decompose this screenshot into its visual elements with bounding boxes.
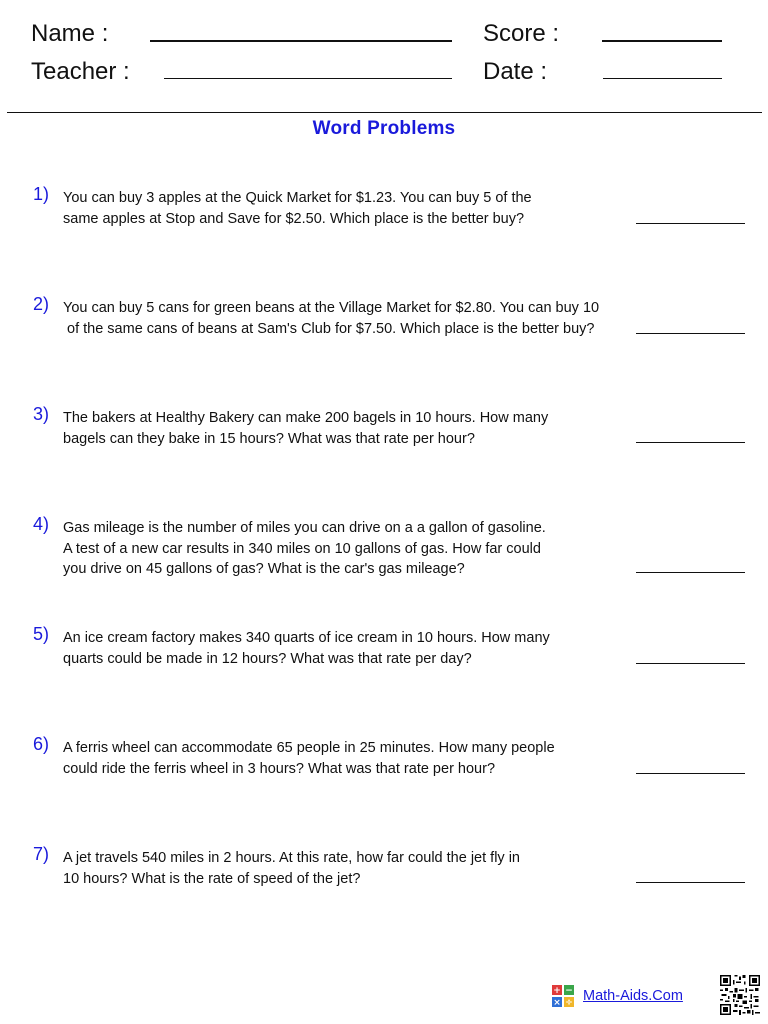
date-label: Date : <box>483 58 548 85</box>
problem-text-line: An ice cream factory makes 340 quarts of ice cream in 10 hours. How many <box>63 630 550 646</box>
problem-text <box>63 848 628 889</box>
problem-text <box>63 298 628 339</box>
problem-text-line: A test of a new car results in 340 miles on 10 gallons of gas. How far could <box>63 540 541 557</box>
answer-blank <box>636 572 745 573</box>
svg-text:×: × <box>553 998 561 1007</box>
teacher-label: Teacher : <box>31 58 130 85</box>
problem-number: 1) <box>33 184 50 204</box>
problem-number: 5) <box>33 624 50 644</box>
problem-text-line: The bakers at Healthy Bakery can make 200 bagels in 10 hours. How many <box>63 410 549 426</box>
problem-text-line: A jet travels 540 miles in 2 hours. At this rate, how far could the jet fly in <box>63 850 520 866</box>
svg-text:+: + <box>553 986 561 996</box>
problem-text-line: You can buy 3 apples at the Quick Market for $1.23. You can buy 5 of the <box>63 190 532 206</box>
score-label: Score : <box>483 20 560 47</box>
problem-text <box>63 408 628 449</box>
name-label: Name : <box>31 20 109 47</box>
problem-text-line: A ferris wheel can accommodate 65 people in 25 minutes. How many people <box>63 740 555 756</box>
svg-text:÷: ÷ <box>565 998 573 1007</box>
problem-text-line: Gas mileage is the number of miles you can drive on a a gallon of gasoline. <box>63 520 546 536</box>
problem-text <box>63 738 628 779</box>
svg-text:−: − <box>565 986 573 996</box>
problem-text-line: quarts could be made in 12 hours? What was that rate per day? <box>63 650 472 667</box>
header-divider <box>7 112 762 113</box>
answer-blank <box>636 663 745 664</box>
problem-number: 6) <box>33 734 50 754</box>
answer-blank <box>636 442 745 443</box>
problem-number: 3) <box>33 404 50 424</box>
problem-text-line: You can buy 5 cans for green beans at the Village Market for $2.80. You can buy 10 <box>63 300 600 316</box>
qr-code-icon <box>720 975 760 1015</box>
problem-text <box>63 518 628 580</box>
problem-text-line: could ride the ferris wheel in 3 hours? What was that rate per hour? <box>63 760 496 777</box>
problem-number: 2) <box>33 294 50 314</box>
answer-blank <box>636 882 745 883</box>
answer-blank <box>636 773 745 774</box>
problem-number: 7) <box>33 844 50 864</box>
answer-blank <box>636 333 745 334</box>
teacher-answer-line <box>164 78 452 79</box>
problem-text <box>63 188 628 229</box>
problem-text-line: you drive on 45 gallons of gas? What is the car's gas mileage? <box>63 561 465 577</box>
name-answer-line <box>150 40 452 42</box>
math-aids-link[interactable]: Math-Aids.Com <box>583 988 683 1004</box>
calculator-icon <box>552 985 574 1007</box>
date-answer-line <box>603 78 722 79</box>
worksheet-title: Word Problems <box>312 118 456 139</box>
score-answer-line <box>602 40 722 42</box>
problem-text <box>63 628 628 669</box>
problem-text-line: bagels can they bake in 15 hours? What was that rate per hour? <box>63 430 475 447</box>
answer-blank <box>636 223 745 224</box>
problem-text-line: 10 hours? What is the rate of speed of the jet? <box>63 870 361 887</box>
problem-text-line: of the same cans of beans at Sam's Club for $7.50. Which place is the better buy? <box>67 320 595 337</box>
problem-number: 4) <box>33 514 50 534</box>
problem-text-line: same apples at Stop and Save for $2.50. Which place is the better buy? <box>63 210 525 227</box>
